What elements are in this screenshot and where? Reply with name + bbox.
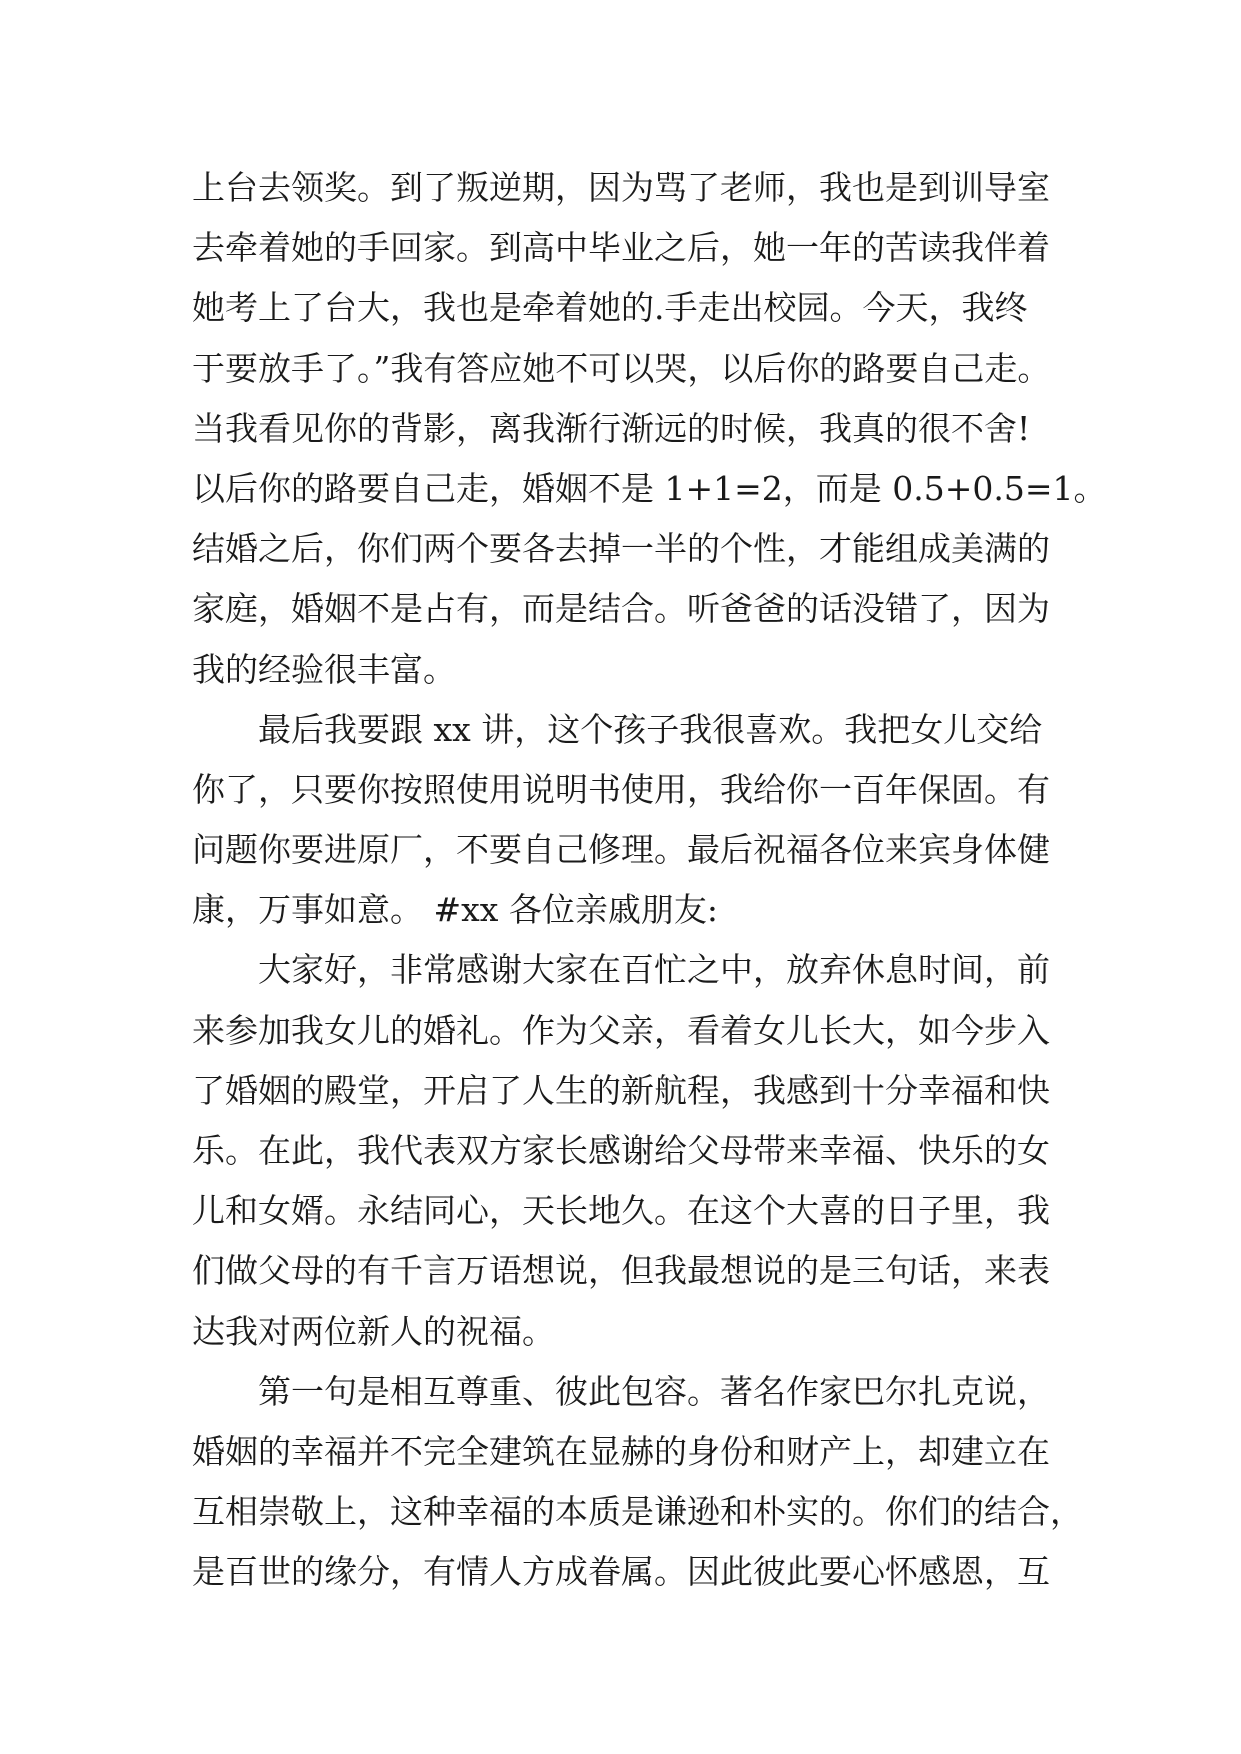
text-line: 于要放手了。”我有答应她不可以哭，以后你的路要自己走。	[192, 348, 1051, 388]
text-line: 了婚姻的殿堂，开启了人生的新航程，我感到十分幸福和快	[192, 1070, 1050, 1110]
text-line: 上台去领奖。到了叛逆期，因为骂了老师，我也是到训导室	[192, 168, 1050, 207]
text-line: 我的经验很丰富。	[192, 649, 456, 689]
text-line: 以后你的路要自己走，婚姻不是 1+1=2，而是 0.5+0.5=1。	[192, 468, 1107, 508]
text-line: 达我对两位新人的祝福。	[192, 1311, 555, 1351]
text-line: 乐。在此，我代表双方家长感谢给父母带来幸福、快乐的女	[192, 1131, 1050, 1170]
text-line: 你了，只要你按照使用说明书使用，我给你一百年保固。有	[192, 769, 1050, 809]
text-line: 最后我要跟 xx 讲，这个孩子我很喜欢。我把女儿交给	[258, 709, 1043, 749]
text-line: 家庭，婚姻不是占有，而是结合。听爸爸的话没错了，因为	[192, 589, 1050, 629]
paragraph-4	[192, 1362, 1083, 1603]
text-line: 们做父母的有千言万语想说，但我最想说的是三句话，来表	[192, 1251, 1050, 1291]
paragraph-2	[192, 700, 1072, 941]
text-line: 是百世的缘分，有情人方成眷属。因此彼此要心怀感恩，互	[192, 1552, 1050, 1592]
text-line: 来参加我女儿的婚礼。作为父亲，看着女儿长大，如今步入	[192, 1010, 1050, 1050]
text-line: 当我看见你的背影，离我渐行渐远的时候，我真的很不舍!	[192, 408, 1031, 448]
text-line: 婚姻的幸福并不完全建筑在显赫的身份和财产上，却建立在	[192, 1431, 1050, 1471]
text-line: 康，万事如意。 #xx 各位亲戚朋友:	[192, 890, 718, 930]
text-line: 她考上了台大，我也是牵着她的.手走出校园。今天，我终	[192, 288, 1028, 328]
paragraph-3	[192, 940, 1072, 1361]
text-line: 大家好，非常感谢大家在百忙之中，放弃休息时间，前	[258, 950, 1050, 990]
text-line: 去牵着她的手回家。到高中毕业之后，她一年的苦读我伴着	[192, 228, 1050, 268]
document-body	[192, 158, 1107, 1603]
text-line: 第一句是相互尊重、彼此包容。著名作家巴尔扎克说，	[258, 1371, 1050, 1411]
text-line: 问题你要进原厂，不要自己修理。最后祝福各位来宾身体健	[192, 830, 1050, 870]
paragraph-1	[192, 158, 1107, 700]
text-line: 互相崇敬上，这种幸福的本质是谦逊和朴实的。你们的结合，	[192, 1492, 1083, 1532]
text-line: 结婚之后，你们两个要各去掉一半的个性，才能组成美满的	[192, 529, 1050, 569]
text-line: 儿和女婿。永结同心，天长地久。在这个大喜的日子里，我	[192, 1191, 1050, 1231]
